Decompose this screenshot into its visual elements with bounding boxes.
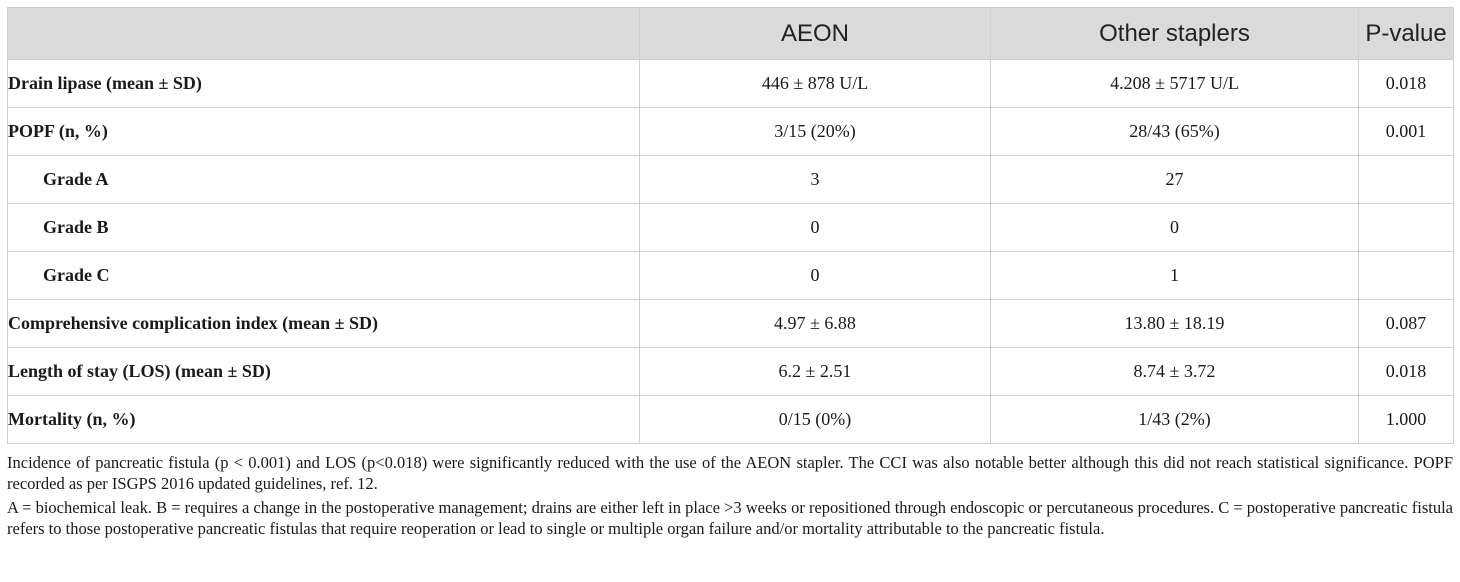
p-value (1359, 156, 1454, 204)
header-label-column (8, 8, 640, 60)
table-row (8, 396, 1454, 444)
row-label: Grade B (8, 204, 640, 252)
other-value: 0 (991, 204, 1359, 252)
table-row (8, 60, 1454, 108)
table-row (8, 156, 1454, 204)
footnote-summary: Incidence of pancreatic fistula (p < 0.001) and LOS (p<0.018) were significantly reduced with the use of the AEON stapler. The CCI was also notable better although this did not reach statistical significance. POPF recorded as per ISGPS 2016 updated guidelines, ref. 12. (7, 453, 1453, 493)
other-value: 13.80 ± 18.19 (991, 300, 1359, 348)
aeon-value: 3/15 (20%) (640, 108, 991, 156)
table-container (7, 7, 1453, 542)
header-other-staplers: Other staplers (991, 8, 1359, 60)
table-row (8, 204, 1454, 252)
aeon-value: 6.2 ± 2.51 (640, 348, 991, 396)
other-value: 28/43 (65%) (991, 108, 1359, 156)
footnote-grade-definitions: A = biochemical leak. B = requires a change in the postoperative management; drains are either left in place >3 weeks or repositioned through endoscopic or percutaneous procedures. C = postoperative pancreatic fistula refers to those postoperative pancreatic fistulas that require reoperation or lead to single or multiple organ failure and/or mortality attributable to the pancreatic fistula. (7, 498, 1453, 538)
header-aeon: AEON (640, 8, 991, 60)
other-value: 8.74 ± 3.72 (991, 348, 1359, 396)
other-value: 27 (991, 156, 1359, 204)
row-label: Grade A (8, 156, 640, 204)
p-value: 0.018 (1359, 348, 1454, 396)
row-label: POPF (n, %) (8, 108, 640, 156)
aeon-value: 0 (640, 204, 991, 252)
table-footnotes (7, 452, 1453, 539)
p-value: 0.001 (1359, 108, 1454, 156)
p-value: 1.000 (1359, 396, 1454, 444)
aeon-value: 0 (640, 252, 991, 300)
p-value: 0.018 (1359, 60, 1454, 108)
aeon-value: 4.97 ± 6.88 (640, 300, 991, 348)
table-row (8, 348, 1454, 396)
header-p-value: P-value (1359, 8, 1454, 60)
results-table (7, 7, 1454, 444)
row-label: Length of stay (LOS) (mean ± SD) (8, 348, 640, 396)
aeon-value: 446 ± 878 U/L (640, 60, 991, 108)
row-label: Grade C (8, 252, 640, 300)
row-label: Comprehensive complication index (mean ± SD) (8, 300, 640, 348)
p-value: 0.087 (1359, 300, 1454, 348)
other-value: 1/43 (2%) (991, 396, 1359, 444)
row-label: Drain lipase (mean ± SD) (8, 60, 640, 108)
p-value (1359, 204, 1454, 252)
p-value (1359, 252, 1454, 300)
other-value: 1 (991, 252, 1359, 300)
other-value: 4.208 ± 5717 U/L (991, 60, 1359, 108)
header-row (8, 8, 1454, 60)
aeon-value: 3 (640, 156, 991, 204)
table-row (8, 252, 1454, 300)
table-row (8, 108, 1454, 156)
row-label: Mortality (n, %) (8, 396, 640, 444)
aeon-value: 0/15 (0%) (640, 396, 991, 444)
table-row (8, 300, 1454, 348)
